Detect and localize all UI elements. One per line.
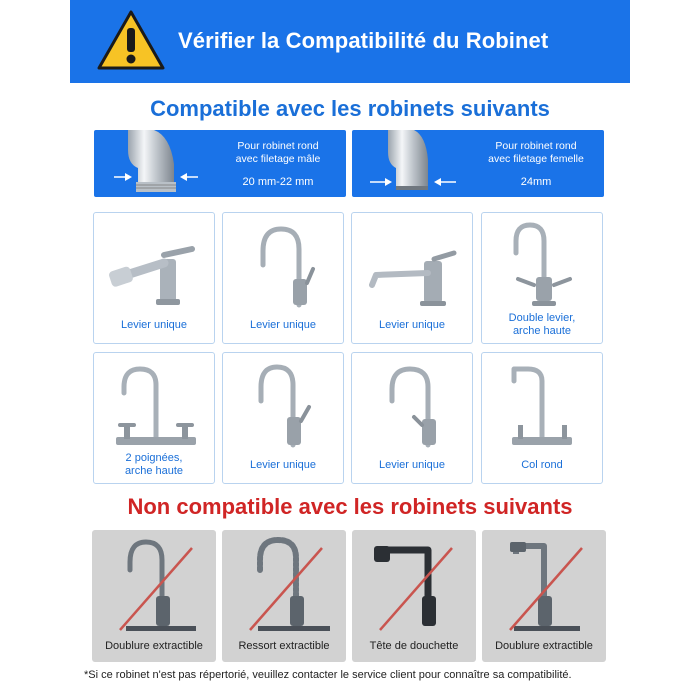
faucet-card — [222, 212, 344, 344]
faucet-label: Ressort extractible — [238, 640, 330, 652]
thread-size: 20 mm-22 mm — [242, 176, 314, 188]
thread-desc-line1: Pour robinet rond — [495, 140, 577, 152]
faucet-card — [481, 352, 603, 484]
female-thread-faucet-icon — [352, 130, 482, 197]
page-title: Vérifier la Compatibilité du Robinet — [178, 28, 549, 53]
thread-desc-line1: Pour robinet rond — [237, 140, 319, 152]
faucet-label: Levier unique — [249, 458, 317, 471]
gooseneck-faucet-icon — [229, 219, 339, 309]
female-thread-box — [352, 130, 604, 197]
warning-icon — [96, 8, 166, 72]
faucet-card — [351, 352, 473, 484]
faucet-label: Col rond — [521, 458, 563, 471]
thread-desc-line2: avec filetage mâle — [235, 153, 321, 165]
pull-out-faucet-icon — [482, 530, 606, 640]
faucet-label: Double levier, arche haute — [508, 312, 576, 337]
compatible-heading: Compatible avec les robinets suivants — [150, 96, 550, 121]
male-thread-faucet-icon — [94, 130, 224, 197]
faucet-label: Doublure extractible — [105, 640, 203, 652]
footnote: *Si ce robinet n'est pas répertorié, veuillez contacter le service client pour connaître sa compatibilité. — [84, 669, 572, 681]
faucet-card — [481, 212, 603, 344]
header-banner — [70, 0, 630, 83]
faucet-label: Tête de douchette — [369, 640, 459, 652]
thread-size: 24mm — [520, 176, 552, 188]
faucet-card — [93, 212, 215, 344]
shower-head-faucet-icon — [352, 530, 476, 640]
incompatible-card — [92, 530, 216, 662]
faucet-label: Levier unique — [120, 318, 188, 331]
faucet-label: Levier unique — [249, 318, 317, 331]
faucet-label: Doublure extractible — [495, 640, 593, 652]
pull-down-faucet-icon — [92, 530, 216, 640]
thread-desc-line2: avec filetage femelle — [488, 153, 584, 165]
round-neck-faucet-icon — [488, 359, 598, 449]
faucet-label: 2 poignées, arche haute — [124, 452, 184, 477]
incompatible-heading: Non compatible avec les robinets suivants — [127, 494, 573, 519]
incompatible-card — [222, 530, 346, 662]
faucet-card — [93, 352, 215, 484]
low-spout-faucet-icon — [358, 219, 468, 309]
cross-out-line — [380, 548, 452, 630]
gooseneck-faucet-icon — [229, 359, 339, 449]
double-lever-faucet-icon — [488, 219, 598, 309]
two-handle-high-arc-faucet-icon — [100, 359, 210, 449]
faucet-label: Levier unique — [378, 458, 446, 471]
pull-out-lever-faucet-icon — [100, 219, 210, 309]
spring-faucet-icon — [222, 530, 346, 640]
incompatible-card — [482, 530, 606, 662]
faucet-label: Levier unique — [378, 318, 446, 331]
incompatible-card — [352, 530, 476, 662]
gooseneck-faucet-icon — [358, 359, 468, 449]
male-thread-box — [94, 130, 346, 197]
faucet-card — [351, 212, 473, 344]
faucet-card — [222, 352, 344, 484]
